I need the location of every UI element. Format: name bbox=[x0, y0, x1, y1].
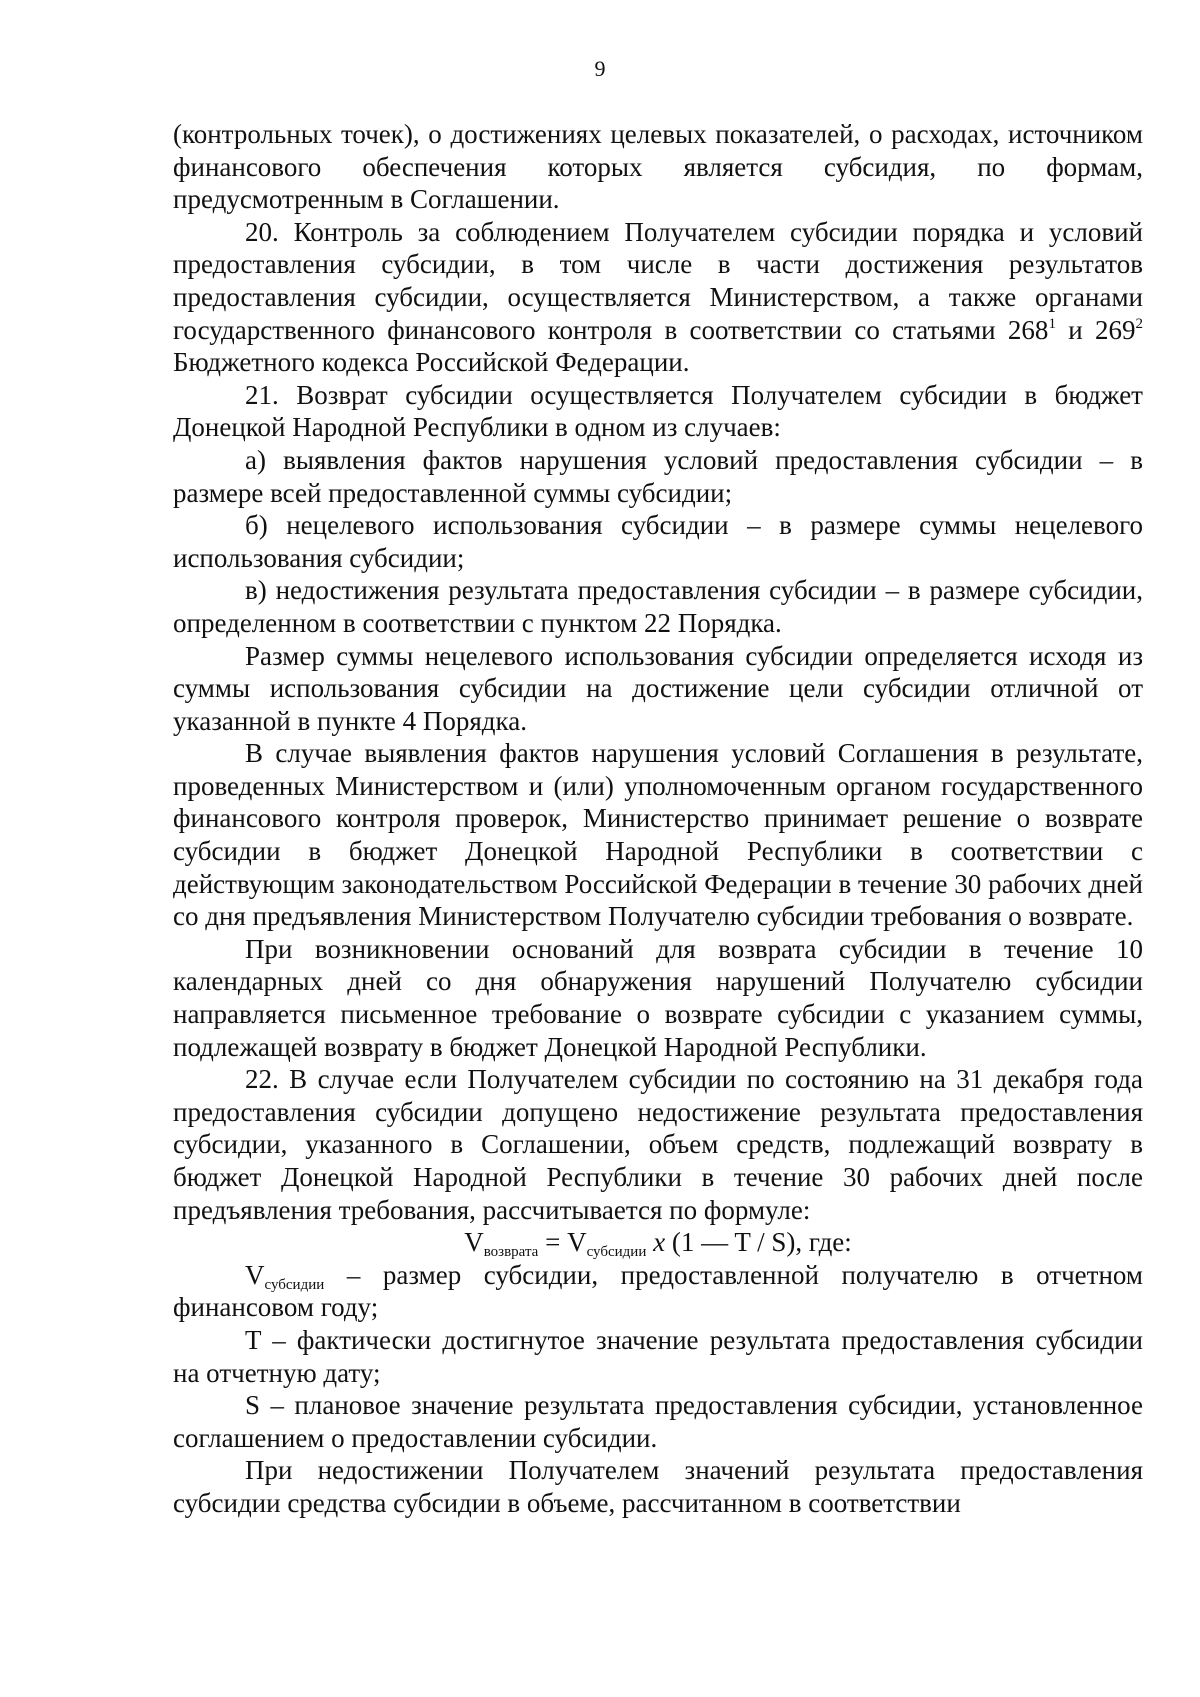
document-body bbox=[173, 118, 1143, 1520]
paragraph-misuse-amount: Размер суммы нецелевого использования субсидии определяется исходя из суммы использования субсидии на достижение цели субсидии отличной от указанной в пункте 4 Порядка. bbox=[173, 640, 1143, 736]
paragraph-continuation: (контрольных точек), о достижениях целевых показателей, о расходах, источником финансового обеспечения которых является субсидия, по формам, предусмотренным в Соглашении. bbox=[173, 119, 1143, 215]
paragraph-final: При недостижении Получателем значений результата предоставления субсидии средства субсидии в объеме, рассчитанном в соответствии bbox=[173, 1455, 1143, 1518]
paragraph-violation-case: В случае выявления фактов нарушения условий Соглашения в результате, проведенных Министерством и (или) уполномоченным органом государственного финансового контроля проверок, Министерство принимает решение о возврате субсидии в бюджет Донецкой Народной Республики в соответствии с действующим законодательством Российской Федерации в течение 30 рабочих дней со дня предъявления Министерством Получателю субсидии требования о возврате. bbox=[173, 738, 1143, 932]
page-number: 9 bbox=[594, 56, 606, 81]
formula-sub-subsidy: субсидии bbox=[586, 1244, 647, 1261]
formula-eq: = V bbox=[538, 1227, 587, 1258]
footnote-sup-2: 2 bbox=[1135, 315, 1144, 332]
paragraph-21-a: а) выявления фактов нарушения условий предоставления субсидии – в размере всей предоставленной суммы субсидии; bbox=[173, 444, 1143, 508]
paragraph-21-c: в) недостижения результата предоставления субсидии – в размере субсидии, определенном в соответствии с пунктом 22 Порядка. bbox=[173, 575, 1143, 638]
return-formula bbox=[173, 1226, 1143, 1259]
paragraph-20-text-a: 20. Контроль за соблюдением Получателем субсидии порядка и условий предоставления субсидии, в том числе в части достижения результатов предоставления субсидии, осуществляется Министерством, а также органами государственного финансового контроля в соответствии со статьями 268 bbox=[173, 216, 1143, 345]
footnote-sup-1: 1 bbox=[1048, 315, 1056, 332]
definition-v-text: – размер субсидии, предоставленной получателю в отчетном финансовом году; bbox=[173, 1259, 1143, 1323]
definition-s: S – плановое значение результата предоставления субсидии, установленное соглашением о предоставлении субсидии. bbox=[173, 1390, 1143, 1453]
paragraph-20 bbox=[173, 216, 1143, 379]
formula-sub-return: возврата bbox=[483, 1244, 539, 1261]
definition-v-symbol: V bbox=[245, 1259, 265, 1290]
formula-x: x bbox=[646, 1227, 666, 1258]
paragraph-21-b: б) нецелевого использования субсидии – в размере суммы нецелевого использования субсидии; bbox=[173, 510, 1143, 573]
paragraph-22: 22. В случае если Получателем субсидии по состоянию на 31 декабря года предоставления субсидии допущено недостижение результата предоставления субсидии, указанного в Соглашении, объем средств, подлежащий возврату в бюджет Донецкой Народной Республики в течение 30 рабочих дней после предъявления требования, рассчитывается по формуле: bbox=[173, 1064, 1143, 1225]
definition-t: T – фактически достигнутое значение результата предоставления субсидии на отчетную дату; bbox=[173, 1324, 1143, 1388]
definition-v bbox=[173, 1259, 1143, 1324]
definition-v-sub: субсидии bbox=[264, 1276, 325, 1293]
paragraph-return-grounds: При возникновении оснований для возврата субсидии в течение 10 календарных дней со дня обнаружения нарушений Получателю субсидии направляется письменное требование о возврате субсидии с указанием суммы, подлежащей возврату в бюджет Донецкой Народной Республики. bbox=[173, 933, 1143, 1062]
paragraph-21: 21. Возврат субсидии осуществляется Получателем субсидии в бюджет Донецкой Народной Республики в одном из случаев: bbox=[173, 379, 1143, 443]
paragraph-20-text-b: и 269 bbox=[1055, 314, 1136, 345]
paragraph-20-text-c: Бюджетного кодекса Российской Федерации. bbox=[173, 347, 690, 378]
formula-v: V bbox=[464, 1227, 484, 1258]
formula-rest: (1 — T / S), где: bbox=[665, 1227, 852, 1258]
